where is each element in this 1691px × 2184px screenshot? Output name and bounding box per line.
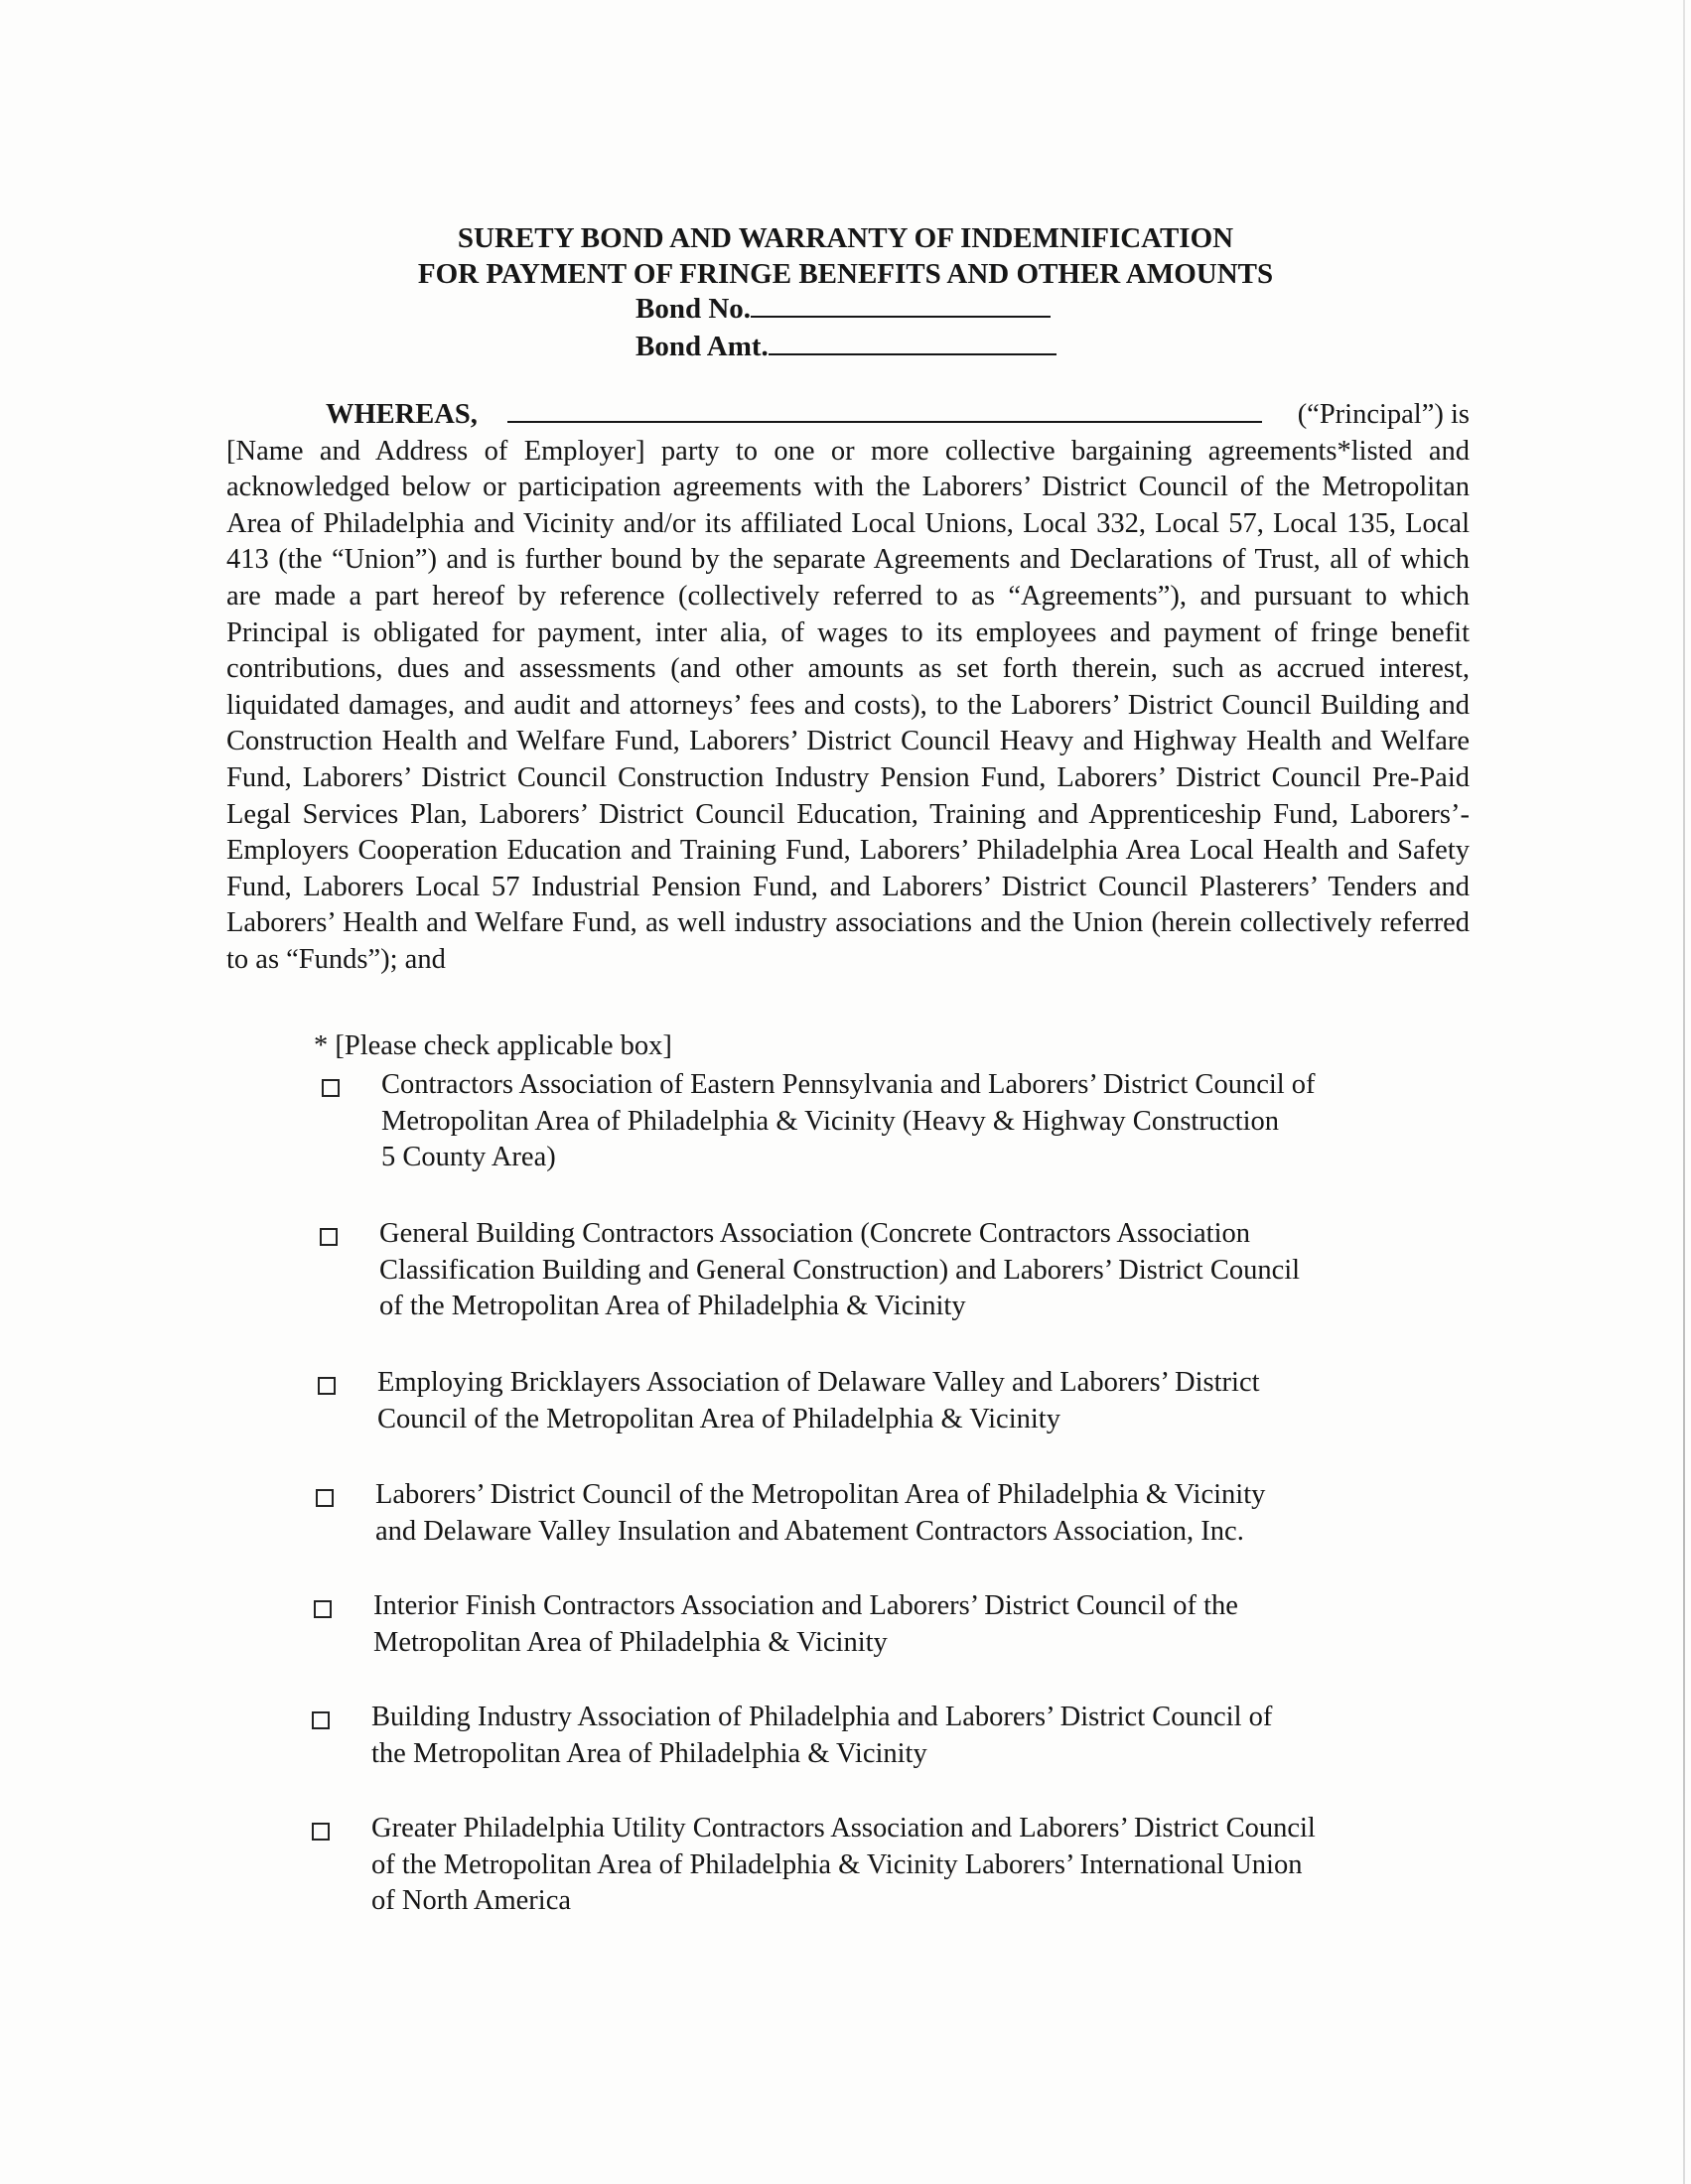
- option-line: 5 County Area): [381, 1142, 556, 1172]
- option-line: of the Metropolitan Area of Philadelphia & Vicinity Laborers’ International Union: [371, 1848, 1303, 1880]
- whereas-first-line: [226, 397, 1470, 434]
- whereas-paragraph: [226, 397, 1470, 979]
- option-item: [377, 1365, 1260, 1437]
- checkbox[interactable]: [316, 1489, 334, 1507]
- principal-label: (“Principal”) is: [1297, 399, 1470, 430]
- bond-no-field[interactable]: [751, 290, 1051, 318]
- option-line: Council of the Metropolitan Area of Philadelphia & Vicinity: [377, 1403, 1060, 1434]
- option-line: Laborers’ District Council of the Metropolitan Area of Philadelphia & Vicinity: [375, 1479, 1266, 1510]
- option-line: and Delaware Valley Insulation and Abatement Contractors Association, Inc.: [375, 1515, 1244, 1547]
- option-item: [371, 1700, 1272, 1772]
- option-line: Interior Finish Contractors Association and Laborers’ District Council of the: [373, 1590, 1238, 1621]
- title-line-1: SURETY BOND AND WARRANTY OF INDEMNIFICATION: [457, 222, 1234, 254]
- option-line: of North America: [371, 1885, 572, 1916]
- checkbox[interactable]: [320, 1228, 338, 1246]
- checkbox[interactable]: [322, 1079, 340, 1097]
- option-line: Building Industry Association of Philadelphia and Laborers’ District Council of: [371, 1702, 1273, 1732]
- option-line: General Building Contractors Association (Concrete Contractors Association: [379, 1218, 1250, 1249]
- option-line: Metropolitan Area of Philadelphia & Vicinity (Heavy & Highway Construction: [381, 1105, 1280, 1137]
- option-item: [381, 1067, 1316, 1176]
- option-line: Classification Building and General Construction) and Laborers’ District Council: [379, 1254, 1301, 1286]
- checkbox[interactable]: [318, 1377, 336, 1395]
- scan-edge-line: [1683, 0, 1685, 2184]
- bond-no-row: [635, 290, 1057, 328]
- option-line: the Metropolitan Area of Philadelphia & Vicinity: [371, 1737, 927, 1769]
- principal-name-field[interactable]: [507, 397, 1262, 423]
- option-line: Contractors Association of Eastern Pennsylvania and Laborers’ District Council of: [381, 1069, 1316, 1100]
- bond-amt-label: Bond Amt.: [635, 331, 769, 362]
- check-note: * [Please check applicable box]: [314, 1030, 672, 1061]
- option-item: [375, 1477, 1265, 1550]
- option-item: [371, 1811, 1316, 1920]
- option-line: Metropolitan Area of Philadelphia & Vicinity: [373, 1626, 888, 1658]
- bond-amt-field[interactable]: [769, 328, 1057, 355]
- checkbox[interactable]: [312, 1711, 330, 1729]
- bond-no-label: Bond No.: [635, 293, 752, 325]
- checkbox[interactable]: [312, 1823, 330, 1841]
- paragraph-text: [Name and Address of Employer] party to one or more collective bargaining agreements*listed and acknowledged below or participation agreements with the Laborers’ District Council of the Metropolitan Area of Philadelphia and Vicinity and/or its affiliated Local Unions, Local 332, Local 57, Local 135, Local 413 (the “Union”) and is further bound by the separate Agreements and Declarations of Trust, all of which are made a part hereof by reference (collectively referred to as “Agreements”), and pursuant to which Principal is obligated for payment, inter alia, of wages to its employees and payment of fringe benefit contributions, dues and assessments (and other amounts as set forth therein, such as accrued interest, liquidated damages, and audit and attorneys’ fees and costs), to the Laborers’ District Council Building and Construction Health and Welfare Fund, Laborers’ District Council Heavy and Highway Health and Welfare Fund, Laborers’ District Council Construction Industry Pension Fund, Laborers’ District Council Pre-Paid Legal Services Plan, Laborers’ District Council Education, Training and Apprenticeship Fund, Laborers’-Employers Cooperation Education and Training Fund, Laborers’ Philadelphia Area Local Health and Safety Fund, Laborers Local 57 Industrial Pension Fund, and Laborers’ District Council Plasterers’ Tenders and Laborers’ Health and Welfare Fund, as well industry associations and the Union (herein collectively referred to as “Funds”); and: [226, 435, 1470, 975]
- document-title: [0, 220, 1691, 292]
- title-line-2: FOR PAYMENT OF FRINGE BENEFITS AND OTHER AMOUNTS: [417, 258, 1274, 290]
- checkbox[interactable]: [314, 1600, 332, 1618]
- whereas-label: WHEREAS,: [326, 399, 478, 430]
- option-item: [373, 1588, 1238, 1661]
- option-line: Greater Philadelphia Utility Contractors Association and Laborers’ District Council: [371, 1813, 1316, 1843]
- option-line: of the Metropolitan Area of Philadelphia & Vicinity: [379, 1291, 966, 1321]
- bond-fields: [635, 290, 1057, 365]
- bond-amt-row: [635, 328, 1057, 365]
- option-line: Employing Bricklayers Association of Delaware Valley and Laborers’ District: [377, 1367, 1260, 1398]
- option-item: [379, 1216, 1300, 1325]
